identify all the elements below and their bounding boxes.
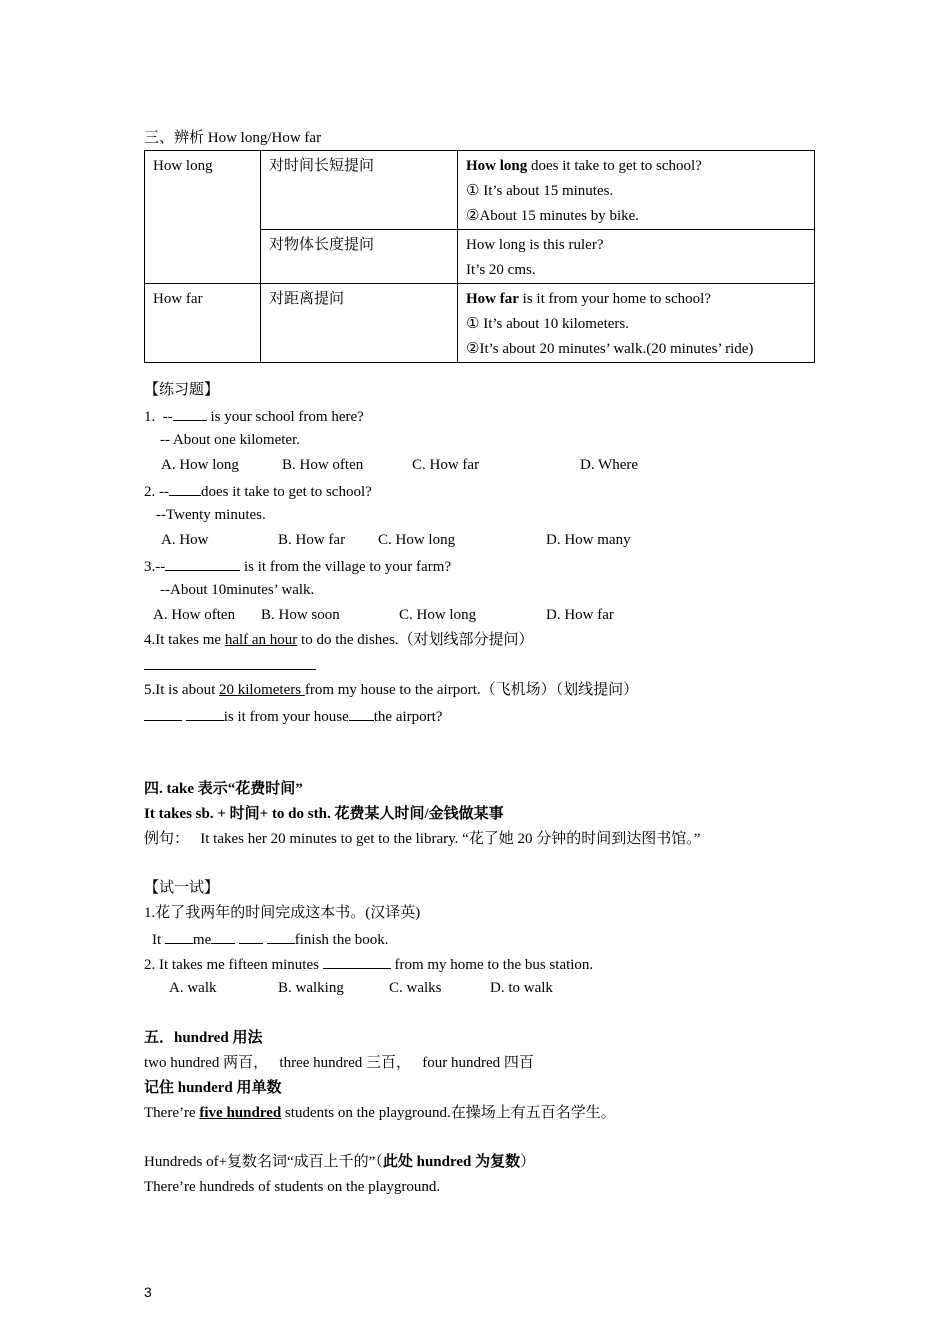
example-line: ②It’s about 20 minutes’ walk.(20 minutes’ ride) [466, 341, 754, 357]
emphasized-phrase: 此处 hundred 为复数 [382, 1154, 521, 1170]
q-text: does it take to get to school? [201, 484, 372, 500]
sentence-text: ） [520, 1154, 536, 1170]
q-text: 2. -- [144, 484, 169, 500]
section-4-example: 例句： It takes her 20 minutes to get to the library. “花了她 20 分钟的时间到达图书馆。” [144, 831, 701, 847]
underlined-phrase: 20 kilometers [219, 682, 305, 698]
q-text: from my home to the bus station. [390, 957, 594, 973]
q-text: is it from the village to your farm? [240, 559, 452, 575]
example-line [466, 287, 806, 312]
option-c: C. walks [389, 980, 442, 996]
question-5 [144, 681, 638, 699]
cell-text: 对距离提问 [269, 291, 345, 307]
answer-blank [267, 929, 295, 944]
option-c: C. How far [412, 457, 480, 473]
answer-blank [349, 706, 374, 721]
section-5-title: 五．hundred 用法 [144, 1030, 263, 1046]
option-a: A. How long [161, 457, 239, 473]
table-cell-example [458, 230, 815, 284]
q-text: 3.-- [144, 559, 166, 575]
trial-question-2 [144, 954, 593, 974]
bold-keyword: How far [466, 291, 519, 307]
table-cell-usage [261, 230, 458, 284]
q-text: finish the book. [294, 932, 389, 948]
cell-text: 对时间长短提问 [269, 158, 375, 174]
example-text: does it take to get to school? [527, 158, 702, 174]
option-d: D. Where [580, 457, 639, 473]
cell-text: How long [153, 158, 213, 174]
section-4-rule: It takes sb. + 时间+ to do sth. 花费某人时间/金钱做某事 [144, 806, 504, 822]
q-text: is it from your house [223, 709, 349, 725]
question-4 [144, 631, 534, 649]
question-1-answer: -- About one kilometer. [160, 432, 300, 448]
answer-blank [144, 706, 182, 721]
q-text: 2. It takes me fifteen minutes [144, 957, 323, 973]
sentence-text: Hundreds of+复数名词“成百上千的”（ [144, 1154, 383, 1170]
q-text: is your school from here? [206, 409, 364, 425]
q-text: from my house to the airport.（飞机场）（划线提问） [304, 682, 639, 698]
example-line: ②About 15 minutes by bike. [466, 208, 640, 224]
answer-line [144, 669, 316, 670]
answer-blank [211, 929, 235, 944]
section-5-plural-example: There’re hundreds of students on the playground. [144, 1179, 441, 1195]
option-d: D. How far [546, 607, 614, 623]
option-b: B. walking [278, 980, 344, 996]
answer-blank [323, 954, 391, 969]
example-line: How long is this ruler? [466, 237, 604, 253]
option-a: A. walk [169, 980, 217, 996]
q-text: 4.It takes me [144, 632, 225, 648]
option-d: D. to walk [490, 980, 553, 996]
section-5-rule: 记住 hunderd 用单数 [144, 1080, 282, 1096]
table-row [145, 151, 815, 230]
q-text: 1. -- [144, 409, 173, 425]
question-3 [144, 556, 451, 576]
section-5-examples: two hundred 两百， three hundred 三百， four hundred 四百 [144, 1055, 534, 1071]
example-line: ① It’s about 10 kilometers. [466, 316, 630, 332]
table-cell-example [458, 151, 815, 230]
example-line: It’s 20 cms. [466, 262, 536, 278]
section-4-title: 四. take 表示“花费时间” [144, 781, 303, 797]
trial-heading: 【试一试】 [144, 880, 220, 896]
option-c: C. How long [399, 607, 477, 623]
option-b: B. How often [282, 457, 364, 473]
sentence-text: students on the playground.在操场上有五百名学生。 [281, 1105, 616, 1121]
trial-question-1: 1.花了我两年的时间完成这本书。(汉译英) [144, 905, 421, 921]
q-text: the airport? [373, 709, 443, 725]
table-cell-how-long [145, 151, 261, 284]
answer-blank [165, 929, 193, 944]
sentence-text: There’re [144, 1105, 200, 1121]
question-2 [144, 481, 372, 501]
question-5-fill [144, 706, 442, 726]
q-text: to do the dishes.（对划线部分提问） [297, 632, 534, 648]
option-a: A. How [161, 532, 209, 548]
section-3-title: 三、辨析 How long/How far [144, 130, 322, 146]
table-cell-usage [261, 284, 458, 363]
answer-blank [186, 706, 224, 721]
cell-text: 对物体长度提问 [269, 237, 375, 253]
trial-question-1-fill [152, 929, 389, 949]
option-a: A. How often [153, 607, 236, 623]
option-d: D. How many [546, 532, 631, 548]
question-3-answer: --About 10minutes’ walk. [160, 582, 315, 598]
bold-keyword: How long [466, 158, 528, 174]
option-b: B. How soon [261, 607, 340, 623]
example-line: ① It’s about 15 minutes. [466, 183, 614, 199]
question-2-answer: --Twenty minutes. [156, 507, 266, 523]
table-row [145, 284, 815, 363]
q-text: It [152, 932, 165, 948]
answer-blank [239, 929, 263, 944]
comparison-table [144, 150, 815, 363]
option-b: B. How far [278, 532, 346, 548]
section-5-plural-rule [144, 1153, 535, 1171]
answer-blank [165, 556, 240, 571]
page-number: 3 [144, 1284, 152, 1300]
practice-heading: 【练习题】 [144, 382, 220, 398]
question-1 [144, 406, 364, 426]
table-cell-example [458, 284, 815, 363]
table-cell-how-far [145, 284, 261, 363]
q-text: me [192, 932, 212, 948]
example-text: is it from your home to school? [518, 291, 711, 307]
q-text: 5.It is about [144, 682, 219, 698]
section-5-example-sentence [144, 1104, 616, 1122]
underlined-phrase: half an hour [224, 632, 298, 648]
table-cell-usage [261, 151, 458, 230]
option-c: C. How long [378, 532, 456, 548]
emphasized-phrase: five hundred [199, 1105, 282, 1121]
cell-text: How far [153, 291, 203, 307]
answer-blank [169, 481, 201, 496]
example-line [466, 154, 806, 179]
answer-blank [173, 406, 207, 421]
